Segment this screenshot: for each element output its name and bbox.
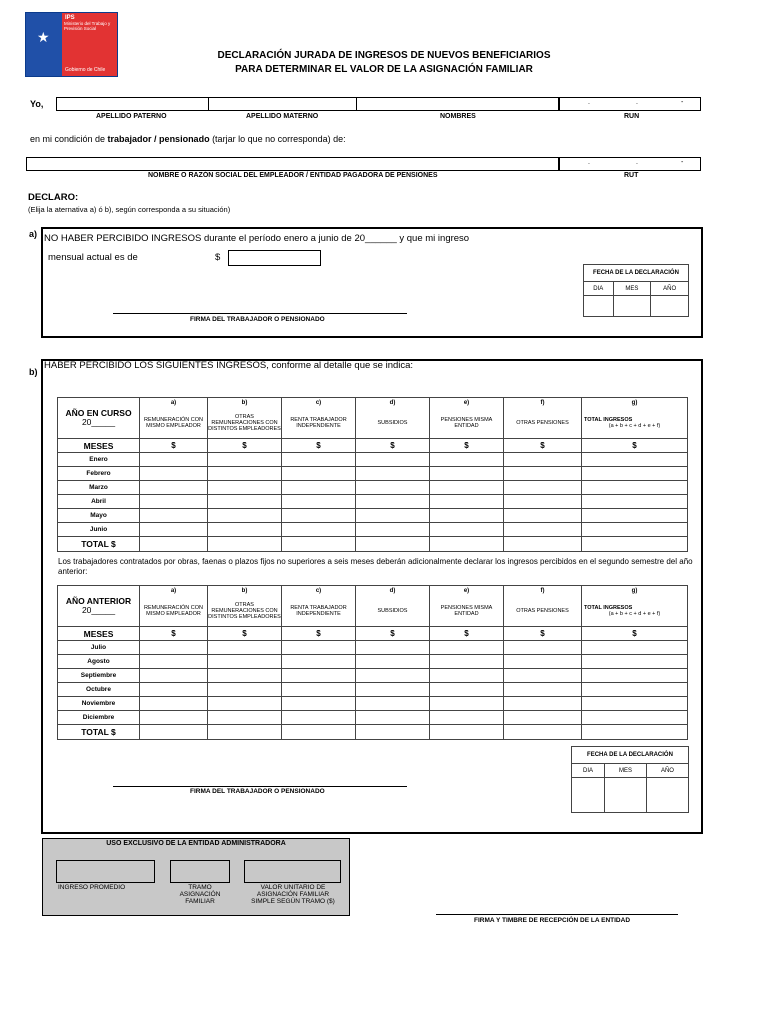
label-tramo: TRAMO ASIGNACIÓN FAMILIAR — [179, 884, 221, 905]
t1-col-name-5 — [504, 408, 582, 439]
t2-cell-1-4[interactable] — [430, 655, 504, 669]
t2-cell-3-5[interactable] — [504, 683, 582, 697]
t1-col-letter-1: b) — [208, 398, 282, 409]
label-valor-unitario: VALOR UNITARIO DE ASIGNACIÓN FAMILIAR SIMPLE SEGÚN TRAMO ($) — [251, 884, 335, 905]
label-nombres: NOMBRES — [440, 113, 476, 120]
t1-cell-0-5[interactable] — [504, 453, 582, 467]
rut-dot-1: . — [588, 159, 590, 166]
t1-cell-4-3[interactable] — [356, 509, 430, 523]
t1-cell-3-6[interactable] — [582, 495, 688, 509]
t1-currency-5: $ — [504, 439, 582, 453]
t1-cell-3-5[interactable] — [504, 495, 582, 509]
employer-field[interactable] — [26, 157, 559, 171]
t1-cell-3-3[interactable] — [356, 495, 430, 509]
t2-cell-1-0[interactable] — [140, 655, 208, 669]
t1-cell-1-3[interactable] — [356, 467, 430, 481]
fecha-anio-b: AÑO — [646, 764, 688, 778]
t2-cell-0-4[interactable] — [430, 641, 504, 655]
t1-col-name-1 — [208, 408, 282, 439]
t1-cell-1-1[interactable] — [208, 467, 282, 481]
t2-month-0: Julio — [58, 641, 140, 655]
t2-cell-2-4[interactable] — [430, 669, 504, 683]
fecha-anio-input-b[interactable] — [646, 778, 688, 813]
t1-cell-0-0[interactable] — [140, 453, 208, 467]
t1-col-letter-2: c) — [282, 398, 356, 409]
t2-meses-label: MESES — [58, 627, 140, 641]
rut-dot-2: . — [636, 159, 638, 166]
t2-cell-0-6[interactable] — [582, 641, 688, 655]
table-row — [58, 711, 688, 725]
t2-income-table — [57, 585, 688, 740]
t2-currency-3: $ — [356, 627, 430, 641]
t2-cell-4-6[interactable] — [582, 697, 688, 711]
tramo-field[interactable] — [170, 860, 230, 883]
star-icon: ★ — [37, 29, 50, 45]
apellido-paterno-field[interactable] — [56, 97, 209, 111]
table-row — [58, 481, 688, 495]
t2-cell-3-3[interactable] — [356, 683, 430, 697]
fecha-dia-b: DIA — [572, 764, 605, 778]
t2-cell-5-2[interactable] — [282, 711, 356, 725]
label-run: RUN — [624, 113, 640, 120]
t2-total-cell-6[interactable] — [582, 725, 688, 740]
t2-cell-2-6[interactable] — [582, 669, 688, 683]
t2-cell-5-4[interactable] — [430, 711, 504, 725]
t2-cell-5-0[interactable] — [140, 711, 208, 725]
t1-month-3: Abril — [58, 495, 140, 509]
t2-col-name-5 — [504, 596, 582, 627]
fecha-table-b — [571, 746, 689, 813]
t1-total-cell-2[interactable] — [282, 537, 356, 552]
t2-col-name-text-2: RENTA TRABAJADOR INDEPENDIENTE — [290, 604, 347, 617]
firma-entidad-label: FIRMA Y TIMBRE DE RECEPCIÓN DE LA ENTIDAD — [474, 917, 631, 924]
t1-currency-0: $ — [140, 439, 208, 453]
table-row — [58, 669, 688, 683]
t2-col-letter-1: b) — [208, 586, 282, 597]
fecha-anio-a: AÑO — [651, 282, 689, 296]
t1-col-letter-3: d) — [356, 398, 430, 409]
t1-col-name-text-2: RENTA TRABAJADOR INDEPENDIENTE — [290, 416, 347, 429]
t1-cell-4-1[interactable] — [208, 509, 282, 523]
t2-cell-0-2[interactable] — [282, 641, 356, 655]
t1-cell-3-0[interactable] — [140, 495, 208, 509]
t1-cell-2-4[interactable] — [430, 481, 504, 495]
t2-col-name-text-5: OTRAS PENSIONES — [516, 607, 569, 614]
option-a-line1: NO HABER PERCIBIDO INGRESOS durante el período enero a junio de 20______ y que mi ingreso — [44, 233, 470, 244]
t1-cell-3-1[interactable] — [208, 495, 282, 509]
firma-label-a: FIRMA DEL TRABAJADOR O PENSIONADO — [190, 316, 325, 323]
firma-line-b — [113, 786, 407, 787]
t2-month-1: Agosto — [58, 655, 140, 669]
t1-month-4: Mayo — [58, 509, 140, 523]
table-row — [58, 495, 688, 509]
t2-col-name-text-6: TOTAL INGRESOS — [584, 604, 633, 611]
t2-cell-4-0[interactable] — [140, 697, 208, 711]
t1-col-name-text-0: REMUNERACIÓN CON MISMO EMPLEADOR — [144, 416, 203, 429]
t2-col-letter-2: c) — [282, 586, 356, 597]
firma-line-a — [113, 313, 407, 314]
t1-cell-5-5[interactable] — [504, 523, 582, 537]
t2-cell-3-1[interactable] — [208, 683, 282, 697]
t2-cell-5-5[interactable] — [504, 711, 582, 725]
t2-total-cell-3[interactable] — [356, 725, 430, 740]
option-a-letter: a) — [29, 229, 38, 239]
t2-cell-1-2[interactable] — [282, 655, 356, 669]
t1-cell-2-3[interactable] — [356, 481, 430, 495]
t1-cell-5-6[interactable] — [582, 523, 688, 537]
condicion-pre: en mi condición de — [30, 134, 108, 144]
fecha-table-a — [583, 264, 689, 317]
t1-col-name-text-5: OTRAS PENSIONES — [516, 419, 569, 426]
logo-ministry: Ministerio del Trabajo y Previsión Social — [64, 21, 111, 31]
t1-col-name-text-6: TOTAL INGRESOS — [584, 416, 633, 423]
t1-cell-1-6[interactable] — [582, 467, 688, 481]
t2-cell-4-3[interactable] — [356, 697, 430, 711]
t1-cell-4-2[interactable] — [282, 509, 356, 523]
run-field[interactable] — [559, 97, 701, 111]
t2-cell-5-1[interactable] — [208, 711, 282, 725]
logo-org: IPS — [65, 15, 75, 21]
t2-month-4: Noviembre — [58, 697, 140, 711]
t1-cell-2-5[interactable] — [504, 481, 582, 495]
option-b-heading: HABER PERCIBIDO LOS SIGUIENTES INGRESOS, conforme al detalle que se indica: — [44, 360, 414, 371]
t2-col-name-2 — [282, 596, 356, 627]
option-b-letter: b) — [29, 367, 38, 377]
fecha-dia-a: DIA — [584, 282, 614, 296]
t2-col-name-4 — [430, 596, 504, 627]
table-row — [58, 641, 688, 655]
uso-exclusivo-title: USO EXCLUSIVO DE LA ENTIDAD ADMINISTRADORA — [106, 840, 286, 847]
ingreso-promedio-field[interactable] — [56, 860, 155, 883]
t2-year-value: 20_____ — [81, 605, 116, 615]
t2-col-name-text-4: PENSIONES MISMA ENTIDAD — [440, 604, 493, 617]
apellido-materno-field[interactable] — [208, 97, 357, 111]
t2-cell-1-6[interactable] — [582, 655, 688, 669]
t2-cell-3-0[interactable] — [140, 683, 208, 697]
t2-total-cell-5[interactable] — [504, 725, 582, 740]
t1-cell-2-6[interactable] — [582, 481, 688, 495]
t1-col-name-text-1: OTRAS REMUNERACIONES CON DISTINTOS EMPLEADORES — [208, 413, 281, 433]
t1-col-name-3 — [356, 408, 430, 439]
label-apellido-materno: APELLIDO MATERNO — [246, 113, 319, 120]
t1-cell-1-2[interactable] — [282, 467, 356, 481]
t2-cell-2-5[interactable] — [504, 669, 582, 683]
t1-cell-1-0[interactable] — [140, 467, 208, 481]
t1-year-value: 20_____ — [81, 417, 116, 427]
t2-col-letter-5: f) — [504, 586, 582, 597]
t1-cell-4-5[interactable] — [504, 509, 582, 523]
t1-total-cell-4[interactable] — [430, 537, 504, 552]
t1-total-label: TOTAL $ — [58, 537, 140, 552]
firma-entidad-line — [436, 914, 678, 915]
t2-col-letter-3: d) — [356, 586, 430, 597]
t2-year-cell[interactable] — [58, 586, 140, 627]
t1-cell-4-6[interactable] — [582, 509, 688, 523]
option-a-currency: $ — [215, 252, 221, 263]
t2-total-formula: (a + b + c + d + e + f) — [608, 611, 661, 617]
t2-cell-4-2[interactable] — [282, 697, 356, 711]
t2-month-5: Diciembre — [58, 711, 140, 725]
condicion-bold: trabajador / pensionado — [107, 134, 210, 144]
t2-currency-2: $ — [282, 627, 356, 641]
fecha-mes-input-b[interactable] — [604, 778, 646, 813]
t1-cell-2-2[interactable] — [282, 481, 356, 495]
fecha-title-b: FECHA DE LA DECLARACIÓN — [572, 747, 689, 764]
t1-total-cell-3[interactable] — [356, 537, 430, 552]
table-row — [58, 655, 688, 669]
t1-cell-3-2[interactable] — [282, 495, 356, 509]
t1-month-2: Marzo — [58, 481, 140, 495]
t1-col-name-6 — [582, 408, 688, 439]
t2-currency-1: $ — [208, 627, 282, 641]
t2-cell-2-1[interactable] — [208, 669, 282, 683]
t2-cell-3-6[interactable] — [582, 683, 688, 697]
fecha-dia-input-b[interactable] — [572, 778, 605, 813]
t2-col-name-text-1: OTRAS REMUNERACIONES CON DISTINTOS EMPLEADORES — [208, 601, 281, 621]
label-apellido-paterno: APELLIDO PATERNO — [96, 113, 167, 120]
fecha-dia-input-a[interactable] — [584, 296, 614, 317]
t1-total-cell-6[interactable] — [582, 537, 688, 552]
t2-currency-4: $ — [430, 627, 504, 641]
t2-currency-0: $ — [140, 627, 208, 641]
t2-cell-2-3[interactable] — [356, 669, 430, 683]
t1-total-cell-0[interactable] — [140, 537, 208, 552]
t1-cell-0-3[interactable] — [356, 453, 430, 467]
t1-currency-1: $ — [208, 439, 282, 453]
t2-cell-3-2[interactable] — [282, 683, 356, 697]
t1-col-letter-0: a) — [140, 398, 208, 409]
t1-col-name-text-4: PENSIONES MISMA ENTIDAD — [440, 416, 493, 429]
table-row — [58, 697, 688, 711]
t2-col-name-3 — [356, 596, 430, 627]
table-row — [58, 509, 688, 523]
doc-title-line2: PARA DETERMINAR EL VALOR DE LA ASIGNACIÓN FAMILIAR — [235, 64, 533, 75]
declaro-hint: (Elija la aternativa a) ó b), según corresponda a su situación) — [28, 205, 231, 214]
t1-col-letter-4: e) — [430, 398, 504, 409]
t2-cell-0-5[interactable] — [504, 641, 582, 655]
fecha-mes-b: MES — [604, 764, 646, 778]
fecha-title-a: FECHA DE LA DECLARACIÓN — [584, 265, 689, 282]
t2-cell-2-2[interactable] — [282, 669, 356, 683]
t2-cell-5-3[interactable] — [356, 711, 430, 725]
t1-col-name-4 — [430, 408, 504, 439]
yo-label: Yo, — [30, 99, 44, 109]
t2-cell-0-0[interactable] — [140, 641, 208, 655]
t2-col-name-1 — [208, 596, 282, 627]
label-ingreso-promedio: INGRESO PROMEDIO — [58, 884, 126, 891]
t1-total-cell-1[interactable] — [208, 537, 282, 552]
t1-currency-2: $ — [282, 439, 356, 453]
condicion-post: (tarjar lo que no corresponda) de: — [209, 134, 346, 144]
doc-title-line1: DECLARACIÓN JURADA DE INGRESOS DE NUEVOS BENEFICIARIOS — [217, 50, 551, 61]
t2-col-name-text-0: REMUNERACIÓN CON MISMO EMPLEADOR — [144, 604, 203, 617]
t1-cell-2-1[interactable] — [208, 481, 282, 495]
t1-meses-label: MESES — [58, 439, 140, 453]
t1-col-letter-5: f) — [504, 398, 582, 409]
t2-cell-2-0[interactable] — [140, 669, 208, 683]
t2-cell-0-3[interactable] — [356, 641, 430, 655]
t2-cell-0-1[interactable] — [208, 641, 282, 655]
t1-cell-4-4[interactable] — [430, 509, 504, 523]
run-dash: - — [681, 99, 684, 106]
t2-col-letter-4: e) — [430, 586, 504, 597]
t2-col-letter-6: g) — [582, 586, 688, 597]
table-row — [58, 453, 688, 467]
t2-currency-6: $ — [582, 627, 688, 641]
t1-month-5: Junio — [58, 523, 140, 537]
table-row — [58, 467, 688, 481]
t1-year-label: AÑO EN CURSO — [65, 407, 132, 418]
firma-label-b: FIRMA DEL TRABAJADOR O PENSIONADO — [190, 788, 325, 795]
t2-month-2: Septiembre — [58, 669, 140, 683]
t2-cell-1-3[interactable] — [356, 655, 430, 669]
fecha-anio-input-a[interactable] — [651, 296, 689, 317]
t1-cell-1-5[interactable] — [504, 467, 582, 481]
t1-total-formula: (a + b + c + d + e + f) — [608, 423, 661, 429]
t1-cell-5-2[interactable] — [282, 523, 356, 537]
t1-year-cell[interactable] — [58, 398, 140, 439]
t1-cell-0-4[interactable] — [430, 453, 504, 467]
t1-cell-5-4[interactable] — [430, 523, 504, 537]
t1-cell-3-4[interactable] — [430, 495, 504, 509]
option-a-line2: mensual actual es de — [48, 252, 138, 263]
t2-col-name-0 — [140, 596, 208, 627]
t2-currency-5: $ — [504, 627, 582, 641]
t1-cell-0-1[interactable] — [208, 453, 282, 467]
t1-col-name-2 — [282, 408, 356, 439]
t1-col-name-0 — [140, 408, 208, 439]
t2-total-cell-1[interactable] — [208, 725, 282, 740]
ingreso-mensual-input[interactable] — [228, 250, 321, 266]
t2-total-cell-0[interactable] — [140, 725, 208, 740]
label-rut: RUT — [624, 172, 639, 179]
t2-year-label: AÑO ANTERIOR — [65, 595, 132, 606]
t2-total-cell-2[interactable] — [282, 725, 356, 740]
condicion-text — [30, 134, 346, 144]
declaro-label: DECLARO: — [28, 192, 79, 203]
t2-total-cell-4[interactable] — [430, 725, 504, 740]
table-row — [58, 683, 688, 697]
t2-cell-4-4[interactable] — [430, 697, 504, 711]
t1-cell-5-3[interactable] — [356, 523, 430, 537]
fecha-mes-input-a[interactable] — [613, 296, 651, 317]
t1-col-letter-6: g) — [582, 398, 688, 409]
t1-currency-4: $ — [430, 439, 504, 453]
t2-col-name-6 — [582, 596, 688, 627]
t1-cell-5-0[interactable] — [140, 523, 208, 537]
nombres-field[interactable] — [356, 97, 559, 111]
t1-income-table — [57, 397, 688, 552]
t2-total-label: TOTAL $ — [58, 725, 140, 740]
t2-col-name-text-3: SUBSIDIOS — [377, 607, 408, 614]
t1-cell-4-0[interactable] — [140, 509, 208, 523]
t1-cell-1-4[interactable] — [430, 467, 504, 481]
t1-total-cell-5[interactable] — [504, 537, 582, 552]
t1-cell-5-1[interactable] — [208, 523, 282, 537]
table-row — [58, 523, 688, 537]
t1-currency-3: $ — [356, 439, 430, 453]
t1-col-name-text-3: SUBSIDIOS — [377, 419, 408, 426]
label-employer: NOMBRE O RAZÓN SOCIAL DEL EMPLEADOR / ENTIDAD PAGADORA DE PENSIONES — [148, 172, 438, 179]
t2-cell-1-5[interactable] — [504, 655, 582, 669]
t2-cell-3-4[interactable] — [430, 683, 504, 697]
t2-cell-1-1[interactable] — [208, 655, 282, 669]
employer-rut-field[interactable] — [559, 157, 701, 171]
run-dot-1: . — [588, 99, 590, 106]
t1-cell-0-6[interactable] — [582, 453, 688, 467]
t1-month-1: Febrero — [58, 467, 140, 481]
option-b-note: Los trabajadores contratados por obras, faenas o plazos fijos no superiores a seis meses deberán adicionalmente declarar los ingresos percibidos en el segundo semestre del año anterior: — [58, 557, 693, 576]
rut-dash: - — [681, 159, 684, 166]
logo-gov: Gobierno de Chile — [65, 67, 106, 73]
t1-cell-0-2[interactable] — [282, 453, 356, 467]
t1-cell-2-0[interactable] — [140, 481, 208, 495]
t2-cell-4-1[interactable] — [208, 697, 282, 711]
valor-unitario-field[interactable] — [244, 860, 341, 883]
t2-cell-4-5[interactable] — [504, 697, 582, 711]
t2-month-3: Octubre — [58, 683, 140, 697]
t2-col-letter-0: a) — [140, 586, 208, 597]
t1-currency-6: $ — [582, 439, 688, 453]
t1-month-0: Enero — [58, 453, 140, 467]
t2-cell-5-6[interactable] — [582, 711, 688, 725]
run-dot-2: . — [636, 99, 638, 106]
fecha-mes-a: MES — [613, 282, 651, 296]
